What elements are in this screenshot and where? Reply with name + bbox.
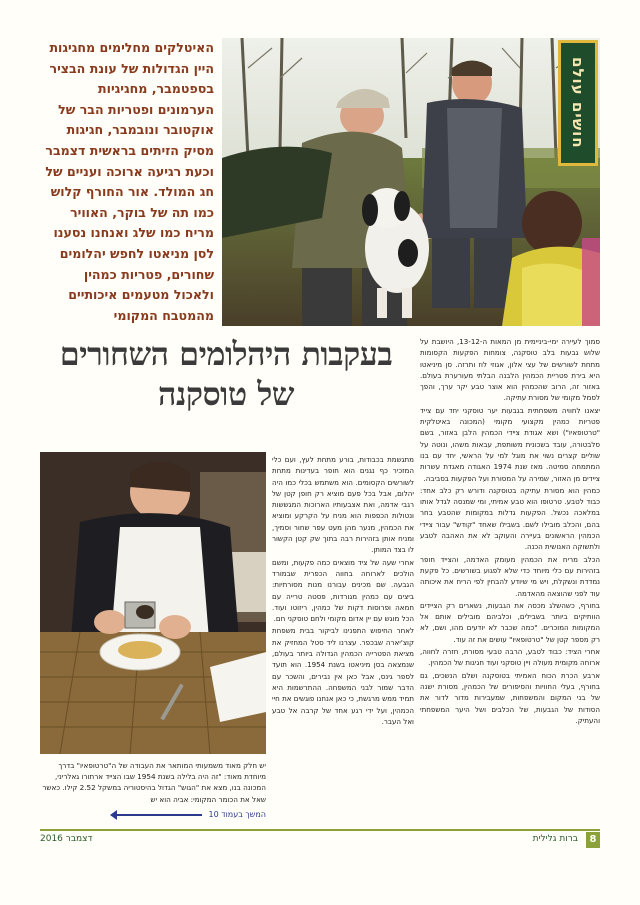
article-column-right (420, 336, 600, 826)
paragraph: ארבע הכרת הכוח האמיתי בטוסקנה ושלם הנשכים, גם בחורף, בעלי החוויות והסיפורים של הכמהין, מסורת ישנה של בני המקום והמשפחות, שמעבירות מדור לדור את הסודות של הגבעות, של הכלבים ושל היער המשפחתי והעתיק. (420, 670, 600, 725)
article-column-middle (272, 454, 414, 826)
paragraph: בחורף, כשהשלג מכסה את הגבעות, נשארים רק הציידים הוותיקים ביותר בשבילים, וכלביהם מובילים אותם אל המקומות המוכרים. "כמה שכבר לא יודעים מהו, ושם, לא רק מספר קטן של "טרטופאיו" עושים את זה עוד. (420, 600, 600, 644)
paragraph: סמוך לעיירה ימי-ביניימית מן המאות ה-13-12, היושבת על שלוש גבעות בלב טוסקנה, צומחות הפקעות הקסומות מתחת לשורשים של עצי אלון, אגוזי לוז ותרזה. סן מיניאטו היא בירת פטריית הכמהין הלבנה הבלתי מעורערת בעולם. באזור זה, הרוב שהכמהין הוא אוצר טבע יקר ערך, והפך לסמל מקומי של מסורת עתיקה. (420, 337, 600, 403)
issue-date: דצמבר 2016 (40, 834, 93, 844)
arrow-left-icon (112, 814, 202, 816)
section-tab: חושים עולם (558, 40, 598, 166)
continued-label: המשך בעמוד 10 (208, 810, 266, 819)
paragraph: אחרי שעה של ציד מוצאים כמה פקעות, ומשם הולכים לארוחה בחווה הכפרית שבמורד הגבעה. שם מכינים עבורנו מנות מסורתיות: ביצים עם כמהין מגורדות, פסטה טרייה עם חמאה ופרוסות דקות של כמהין, ריזוטו ועוד. הכל מוגש עם יין אדום מקומי ולחם טוסקני חם. (272, 557, 414, 624)
truffle-grating-illustration (40, 452, 266, 754)
truffle-grating-photo (40, 452, 266, 754)
continued-link[interactable] (40, 810, 266, 828)
page-footer (40, 834, 600, 854)
paragraph: מתגשמת בכבודות, בורע מתחת לעץ, ועם כלי המזכיר כף נגנים הוא חופר בעדינות מתחת לשורשים הקסומים. הוא משתמש בכלי כמו היה יהלום, אבל בכל פעם מוציא רק חופן קטן של רגבי אדמה, ואת אצבעותיו הארוכות המגששות ונטולות הכפפות הוא מניח על הקרקע ומוציא את הכמהין, מנער מהן מעט עפר שחור וסמיך, ומניח אותן בזהירות רבה בתוך שק קטן הקשור לו בצד המותן. (272, 455, 414, 555)
intro-paragraph: האיטלקים מחלימים מחגיגות היין הגדולות של עונת הבציר בספטמבר, מחגיגיות הערמונים ופטריות הבר של אוקטובר ונובמבר, חגיגות מסיק הזיתים בראשית דצמבר וכעת רגיעה ארוכה ועניים של חג המולד. אור החורף קלוש כמו תה של בוקר, האוויר מריח כמו שלג ואנחנו נסענו לסן מניאטו לחפש יהלומים שחורים, פטריות כמהין ולאכול מטעמים איכותיים מהמטבח המקומי (45, 40, 214, 323)
page-number: 8 (586, 832, 600, 848)
paragraph: אחרי הציד: כבוד לטבע, הרבה טבעי מסורת, חזרה לחווה, ארוחה מקומית מעולה ויין טוסקני ועוד חגיגות של הכמהין. (420, 647, 600, 668)
magazine-name: ברות גלילית (532, 834, 578, 844)
footer-divider (40, 829, 600, 831)
photo-caption: יש חלק מאוד משמעותי המותאר את העבודה של ה"טרטופאיו" בדרך מיוחדת מאוד: "זה היה בלילה בשנת 1954 שבו הצייד ארתורו גאלריני, המכונה בנו, מצא את "הגוש" הגדול בהיסטוריה במשקל 2.52 קילו. כאשר שאל את הכומר המקומי: אביה הוא יש (42, 761, 266, 804)
truffle-hunters-illustration (222, 38, 600, 326)
paragraph: לאחר החיפוש התפנינו לביקור בבית משפחת קוצ'יארה שבכפר. עצרנו ליד סטל המחזיק את מציאת הפטרייה הכמהין הגדולה ביותר בעולם, שנמצאה בסן מיניאטו בשנת 1954. הוא תועד לספר גינס, אבל כאן אין נבירים, והשכר עם הדבר שמור לבני המשפחה. ההתרשמות היא תמיד ממש מרגשת, כי כאן אנחנו פוגשים את חיי הכמהין, ועל ידי רגע אחד של קרבה אל טבע ואל העבר. (272, 626, 414, 726)
paragraph: הכלב מריח את הכמהין מעומק האדמה, והצייד חופר בזהירות עם כלי מיוחד כדי שלא לפגוע בשורשים. כל פקעת נמדדת ונשקלת, ויש מי שיודע להבחין לפי הריח את איכותה עוד לפני שהוצאה מהאדמה. (420, 554, 600, 598)
paragraph: כמהין הוא מסורת עתיקה בטוסקנה ודורש רק כלב אחד: כבוד לטבע. טרטופו הוא טבע אמיתי, ומי שמנסה לגדל אותו במלאכה נכשל. הפקעות גדלות במקומות שהטבע בחר בהם, והכלב מובילו לשם. בשבילו שאחד "קודש" עבור ציידי הכמהין הראשונים בעיירה והעוקב לא את האהבה לטבע ולתשוקה האנושית הכנה. (420, 485, 600, 552)
article-headline: בעקבות היהלומים השחורים של טוסקנה (59, 335, 393, 413)
truffle-hunters-photo (222, 38, 600, 326)
paragraph: יצאנו לחוויה משפחתית בגבעות יער טוסקני יחד עם צייד פטריות כמהין מקצועי מקומי (המכונה באיטלקית "טרטופאיו") ושא אגודת ציידי הכמהין הלבן באזור, בשם סלבטורה, עובד בשכונית משותפת, עבאות משהו, ונוטה על שוליים קצרים נשוי את מוגל למי על הראשי, יחד עם בנו המתמחה סמיטה. מאז שנת 1974 האגודה מאגדת עשרות ציידים מן האזור, שמירה על המסורת ועל הפקעות בסביבה. (420, 405, 600, 483)
